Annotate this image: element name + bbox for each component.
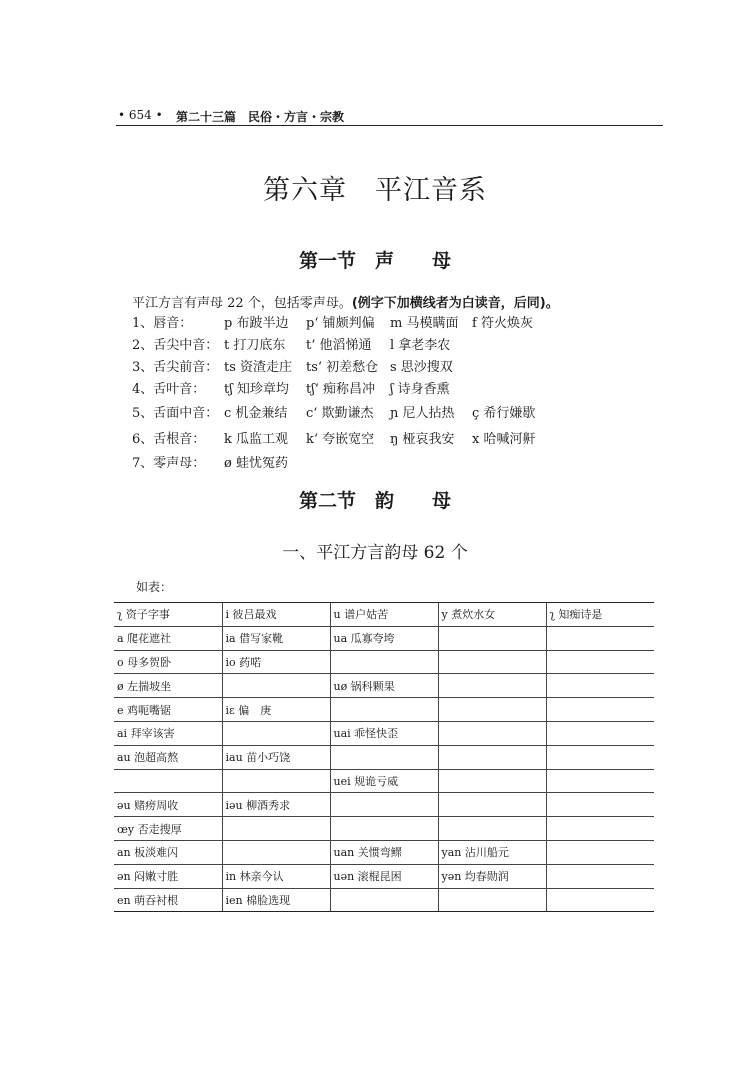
table-cell: an 板淡难闪: [114, 840, 222, 864]
table-cell: ia 借写家靴: [222, 626, 330, 650]
table-cell: [546, 674, 654, 698]
intro-text: 平江方言有声母 22 个，包括零声母。: [132, 296, 352, 311]
table-cell: [438, 888, 546, 912]
table-cell: iɛ 偏 庚: [222, 698, 330, 722]
table-cell: [222, 817, 330, 841]
table-cell: [546, 721, 654, 745]
initials-category-label: 3、舌尖前音：: [132, 360, 219, 375]
table-cell: u 谱户姑苦: [330, 603, 438, 627]
initials-category-label: 7、零声母：: [132, 456, 206, 471]
initial-example: x 哈喊河鼾: [472, 432, 536, 447]
table-row: [114, 793, 654, 817]
table-row: [114, 603, 654, 627]
chapter-title: 第六章 平江音系: [263, 175, 487, 206]
table-row: [114, 745, 654, 769]
table-cell: uei 规诡亏威: [330, 769, 438, 793]
table-cell: a 爬花遮社: [114, 626, 222, 650]
initial-example: t‘ 他滔悌通: [306, 338, 372, 353]
table-cell: [114, 769, 222, 793]
table-cell: ø 左揣坡坐: [114, 674, 222, 698]
table-cell: [330, 650, 438, 674]
table-cell: uan 关惯弯鳏: [330, 840, 438, 864]
table-cell: [546, 864, 654, 888]
page-number: • 654 •: [118, 108, 163, 122]
table-cell: [438, 626, 546, 650]
finals-table: [114, 602, 654, 912]
table-cell: [546, 817, 654, 841]
initial-example: m 马模瞒面: [390, 316, 459, 331]
initial-example: k‘ 夸嵌宽空: [306, 432, 375, 447]
table-row: [114, 769, 654, 793]
initial-example: ç 希行嫌歇: [472, 406, 536, 421]
initial-example: c‘ 欺勤谦杰: [306, 406, 374, 421]
initials-category-label: 5、舌面中音：: [132, 406, 219, 421]
table-cell: [438, 817, 546, 841]
initial-example: ʃ 诗身香熏: [390, 382, 450, 397]
table-cell: [546, 650, 654, 674]
table-cell: [438, 650, 546, 674]
initial-example: f 符火焕灰: [472, 316, 533, 331]
table-cell: [330, 698, 438, 722]
table-cell: [438, 793, 546, 817]
table-row: [114, 864, 654, 888]
table-cell: uai 乖怪快歪: [330, 721, 438, 745]
table-cell: [546, 626, 654, 650]
initial-example: ŋ 桠哀我安: [390, 432, 455, 447]
initials-category-label: 2、舌尖中音：: [132, 338, 219, 353]
table-cell: ʅ 知痴诗是: [546, 603, 654, 627]
table-cell: o 母多贺卧: [114, 650, 222, 674]
table-cell: [546, 745, 654, 769]
initial-example: tʃ 知珍章均: [224, 382, 289, 397]
initial-example: ɲ 尼人拈热: [390, 406, 455, 421]
table-cell: au 泡超高熬: [114, 745, 222, 769]
initials-category-label: 6、舌根音：: [132, 432, 206, 447]
table-cell: in 林亲今认: [222, 864, 330, 888]
section-title-initials: 第一节 声 母: [298, 250, 451, 272]
table-cell: yan 沾川船元: [438, 840, 546, 864]
initials-category-label: 1、唇音：: [132, 316, 193, 331]
table-cell: [222, 840, 330, 864]
section-title-finals: 第二节 韵 母: [298, 490, 451, 512]
table-cell: iau 苗小巧饶: [222, 745, 330, 769]
initial-example: s 思沙搜双: [390, 360, 453, 375]
intro-paragraph: [132, 292, 559, 311]
table-cell: ən 闷嫩寸胜: [114, 864, 222, 888]
table-cell: [222, 674, 330, 698]
table-cell: yən 均春勋润: [438, 864, 546, 888]
table-row: [114, 698, 654, 722]
table-row: [114, 817, 654, 841]
table-cell: əu 赌痨周收: [114, 793, 222, 817]
initials-category-label: 4、舌叶音：: [132, 382, 206, 397]
table-row: [114, 650, 654, 674]
table-cell: [438, 674, 546, 698]
table-cell: [546, 698, 654, 722]
initial-example: p‘ 铺颇判偏: [306, 316, 375, 331]
table-cell: [330, 817, 438, 841]
table-cell: [438, 698, 546, 722]
table-cell: [222, 769, 330, 793]
table-cell: [546, 769, 654, 793]
initial-example: k 瓜监工观: [224, 432, 289, 447]
initial-example: ts 资渣走庄: [224, 360, 293, 375]
table-cell: [330, 793, 438, 817]
part-title: 第二十三篇 民俗・方言・宗教: [176, 110, 345, 124]
table-cell: uø 锅科颗果: [330, 674, 438, 698]
table-cell: io 药喏: [222, 650, 330, 674]
table-cell: ien 棉脸选现: [222, 888, 330, 912]
table-row: [114, 888, 654, 912]
table-row: [114, 626, 654, 650]
table-cell: ai 拜宰该害: [114, 721, 222, 745]
initial-example: ø 蛙忧冤药: [224, 456, 288, 471]
subsection-title: 一、平江方言韵母 62 个: [282, 543, 468, 563]
table-cell: [546, 840, 654, 864]
table-cell: [222, 721, 330, 745]
table-cell: ʅ 资子字事: [114, 603, 222, 627]
table-row: [114, 840, 654, 864]
table-cell: [546, 888, 654, 912]
table-cell: i 彼吕最戏: [222, 603, 330, 627]
table-cell: en 萌吞衬根: [114, 888, 222, 912]
table-cell: [330, 888, 438, 912]
initial-example: t 打刀底东: [224, 338, 286, 353]
intro-note: (例字下加横线者为白读音，后同)。: [351, 296, 559, 311]
table-intro: 如表：: [136, 580, 173, 594]
table-cell: [438, 745, 546, 769]
table-row: [114, 674, 654, 698]
initial-example: c 机金兼结: [224, 406, 288, 421]
header-rule: [116, 125, 663, 126]
table-cell: [438, 721, 546, 745]
table-cell: [438, 769, 546, 793]
initial-example: ts‘ 初差愁仓: [306, 360, 379, 375]
table-row: [114, 721, 654, 745]
initial-example: l 拿老李农: [390, 338, 451, 353]
table-cell: uən 滚棍昆困: [330, 864, 438, 888]
initial-example: tʃ‘ 痴称昌冲: [306, 382, 376, 397]
table-cell: e 鸡呃嘴锯: [114, 698, 222, 722]
table-cell: iəu 柳酒秀求: [222, 793, 330, 817]
table-cell: ua 瓜寡夸垮: [330, 626, 438, 650]
table-cell: y 煮炊水女: [438, 603, 546, 627]
table-cell: [546, 793, 654, 817]
initial-example: p 布跛半边: [224, 316, 289, 331]
table-cell: œy 否走搜厚: [114, 817, 222, 841]
table-cell: [330, 745, 438, 769]
